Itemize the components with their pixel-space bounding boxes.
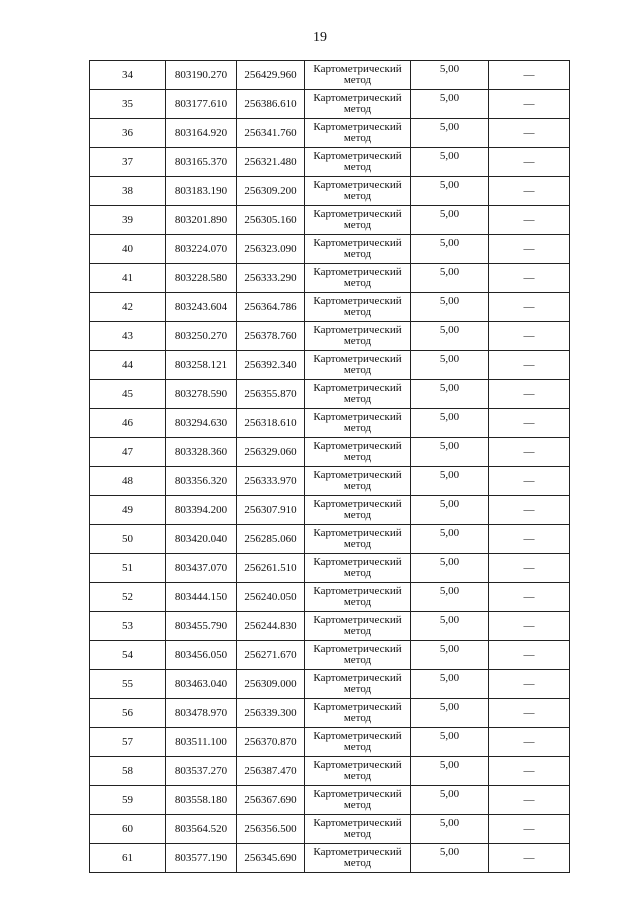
- method-line-1: Картометрический: [313, 92, 402, 104]
- method-line-1: Картометрический: [313, 556, 402, 568]
- note-cell: —: [489, 235, 570, 264]
- x-coordinate-cell: 803224.070: [166, 235, 237, 264]
- note-cell: —: [489, 467, 570, 496]
- method-cell: [305, 293, 411, 322]
- table-row: [90, 670, 570, 699]
- accuracy-cell: 5,00: [411, 786, 489, 815]
- note-cell: —: [489, 815, 570, 844]
- method-line-1: Картометрический: [313, 295, 402, 307]
- method-cell: [305, 90, 411, 119]
- x-coordinate-cell: 803577.190: [166, 844, 237, 873]
- method-cell: [305, 583, 411, 612]
- y-coordinate-cell: 256261.510: [237, 554, 305, 583]
- table-row: [90, 554, 570, 583]
- accuracy-cell: 5,00: [411, 61, 489, 90]
- point-number-cell: 47: [90, 438, 166, 467]
- method-line-1: Картометрический: [313, 237, 402, 249]
- x-coordinate-cell: 803243.604: [166, 293, 237, 322]
- method-line-2: метод: [343, 248, 372, 260]
- method-line-2: метод: [343, 480, 372, 492]
- method-cell: [305, 612, 411, 641]
- accuracy-cell: 5,00: [411, 496, 489, 525]
- x-coordinate-cell: 803455.790: [166, 612, 237, 641]
- x-coordinate-cell: 803558.180: [166, 786, 237, 815]
- accuracy-cell: 5,00: [411, 409, 489, 438]
- method-line-2: метод: [343, 74, 372, 86]
- y-coordinate-cell: 256341.760: [237, 119, 305, 148]
- note-cell: —: [489, 119, 570, 148]
- table-row: [90, 61, 570, 90]
- x-coordinate-cell: 803250.270: [166, 322, 237, 351]
- point-number-cell: 37: [90, 148, 166, 177]
- point-number-cell: 61: [90, 844, 166, 873]
- method-cell: [305, 264, 411, 293]
- accuracy-cell: 5,00: [411, 467, 489, 496]
- point-number-cell: 53: [90, 612, 166, 641]
- method-line-2: метод: [343, 103, 372, 115]
- x-coordinate-cell: 803564.520: [166, 815, 237, 844]
- method-cell: [305, 380, 411, 409]
- accuracy-cell: 5,00: [411, 612, 489, 641]
- y-coordinate-cell: 256240.050: [237, 583, 305, 612]
- y-coordinate-cell: 256345.690: [237, 844, 305, 873]
- point-number-cell: 54: [90, 641, 166, 670]
- note-cell: —: [489, 351, 570, 380]
- method-cell: [305, 699, 411, 728]
- x-coordinate-cell: 803294.630: [166, 409, 237, 438]
- method-line-1: Картометрический: [313, 150, 402, 162]
- note-cell: —: [489, 554, 570, 583]
- point-number-cell: 59: [90, 786, 166, 815]
- table-row: [90, 844, 570, 873]
- method-line-2: метод: [343, 451, 372, 463]
- method-line-1: Картометрический: [313, 469, 402, 481]
- method-line-2: метод: [343, 712, 372, 724]
- method-line-1: Картометрический: [313, 672, 402, 684]
- method-line-1: Картометрический: [313, 527, 402, 539]
- method-line-2: метод: [343, 538, 372, 550]
- y-coordinate-cell: 256309.000: [237, 670, 305, 699]
- method-line-1: Картометрический: [313, 788, 402, 800]
- method-line-1: Картометрический: [313, 324, 402, 336]
- method-line-2: метод: [343, 799, 372, 811]
- x-coordinate-cell: 803177.610: [166, 90, 237, 119]
- note-cell: —: [489, 583, 570, 612]
- x-coordinate-cell: 803228.580: [166, 264, 237, 293]
- method-line-1: Картометрический: [313, 266, 402, 278]
- y-coordinate-cell: 256370.870: [237, 728, 305, 757]
- point-number-cell: 52: [90, 583, 166, 612]
- method-cell: [305, 119, 411, 148]
- accuracy-cell: 5,00: [411, 380, 489, 409]
- x-coordinate-cell: 803328.360: [166, 438, 237, 467]
- accuracy-cell: 5,00: [411, 438, 489, 467]
- table-row: [90, 786, 570, 815]
- method-line-1: Картометрический: [313, 382, 402, 394]
- method-line-1: Картометрический: [313, 440, 402, 452]
- table-row: [90, 235, 570, 264]
- x-coordinate-cell: 803164.920: [166, 119, 237, 148]
- x-coordinate-cell: 803478.970: [166, 699, 237, 728]
- accuracy-cell: 5,00: [411, 670, 489, 699]
- x-coordinate-cell: 803437.070: [166, 554, 237, 583]
- note-cell: —: [489, 670, 570, 699]
- accuracy-cell: 5,00: [411, 844, 489, 873]
- point-number-cell: 49: [90, 496, 166, 525]
- point-number-cell: 44: [90, 351, 166, 380]
- point-number-cell: 36: [90, 119, 166, 148]
- note-cell: —: [489, 206, 570, 235]
- point-number-cell: 58: [90, 757, 166, 786]
- point-number-cell: 55: [90, 670, 166, 699]
- point-number-cell: 40: [90, 235, 166, 264]
- accuracy-cell: 5,00: [411, 264, 489, 293]
- point-number-cell: 57: [90, 728, 166, 757]
- accuracy-cell: 5,00: [411, 148, 489, 177]
- point-number-cell: 35: [90, 90, 166, 119]
- method-cell: [305, 467, 411, 496]
- note-cell: —: [489, 438, 570, 467]
- y-coordinate-cell: 256321.480: [237, 148, 305, 177]
- table-row: [90, 380, 570, 409]
- method-line-2: метод: [343, 625, 372, 637]
- table-row: [90, 757, 570, 786]
- point-number-cell: 45: [90, 380, 166, 409]
- note-cell: —: [489, 90, 570, 119]
- method-line-2: метод: [343, 277, 372, 289]
- x-coordinate-cell: 803444.150: [166, 583, 237, 612]
- note-cell: —: [489, 380, 570, 409]
- y-coordinate-cell: 256429.960: [237, 61, 305, 90]
- table-row: [90, 264, 570, 293]
- note-cell: —: [489, 264, 570, 293]
- note-cell: —: [489, 786, 570, 815]
- y-coordinate-cell: 256285.060: [237, 525, 305, 554]
- method-line-1: Картометрический: [313, 817, 402, 829]
- note-cell: —: [489, 612, 570, 641]
- method-cell: [305, 438, 411, 467]
- note-cell: —: [489, 409, 570, 438]
- table-row: [90, 438, 570, 467]
- x-coordinate-cell: 803511.100: [166, 728, 237, 757]
- accuracy-cell: 5,00: [411, 293, 489, 322]
- x-coordinate-cell: 803456.050: [166, 641, 237, 670]
- note-cell: —: [489, 699, 570, 728]
- method-line-1: Картометрический: [313, 179, 402, 191]
- table-row: [90, 583, 570, 612]
- note-cell: —: [489, 322, 570, 351]
- table-row: [90, 293, 570, 322]
- table-row: [90, 525, 570, 554]
- y-coordinate-cell: 256386.610: [237, 90, 305, 119]
- point-number-cell: 56: [90, 699, 166, 728]
- method-line-1: Картометрический: [313, 63, 402, 75]
- x-coordinate-cell: 803165.370: [166, 148, 237, 177]
- method-line-2: метод: [343, 741, 372, 753]
- x-coordinate-cell: 803420.040: [166, 525, 237, 554]
- accuracy-cell: 5,00: [411, 641, 489, 670]
- y-coordinate-cell: 256323.090: [237, 235, 305, 264]
- accuracy-cell: 5,00: [411, 699, 489, 728]
- method-cell: [305, 235, 411, 264]
- y-coordinate-cell: 256364.786: [237, 293, 305, 322]
- method-line-1: Картометрический: [313, 411, 402, 423]
- point-number-cell: 42: [90, 293, 166, 322]
- point-number-cell: 38: [90, 177, 166, 206]
- method-cell: [305, 409, 411, 438]
- point-number-cell: 51: [90, 554, 166, 583]
- table-row: [90, 641, 570, 670]
- point-number-cell: 50: [90, 525, 166, 554]
- accuracy-cell: 5,00: [411, 206, 489, 235]
- x-coordinate-cell: 803394.200: [166, 496, 237, 525]
- accuracy-cell: 5,00: [411, 525, 489, 554]
- method-line-2: метод: [343, 132, 372, 144]
- point-number-cell: 41: [90, 264, 166, 293]
- x-coordinate-cell: 803258.121: [166, 351, 237, 380]
- method-line-1: Картометрический: [313, 208, 402, 220]
- method-line-2: метод: [343, 364, 372, 376]
- method-cell: [305, 641, 411, 670]
- table-row: [90, 728, 570, 757]
- x-coordinate-cell: 803190.270: [166, 61, 237, 90]
- method-cell: [305, 670, 411, 699]
- accuracy-cell: 5,00: [411, 119, 489, 148]
- method-cell: [305, 525, 411, 554]
- method-line-2: метод: [343, 770, 372, 782]
- accuracy-cell: 5,00: [411, 90, 489, 119]
- method-line-1: Картометрический: [313, 701, 402, 713]
- table-row: [90, 351, 570, 380]
- method-line-2: метод: [343, 422, 372, 434]
- method-line-1: Картометрический: [313, 585, 402, 597]
- accuracy-cell: 5,00: [411, 583, 489, 612]
- method-line-2: метод: [343, 683, 372, 695]
- method-line-2: метод: [343, 190, 372, 202]
- accuracy-cell: 5,00: [411, 177, 489, 206]
- accuracy-cell: 5,00: [411, 728, 489, 757]
- method-cell: [305, 496, 411, 525]
- table-row: [90, 177, 570, 206]
- table-row: [90, 409, 570, 438]
- y-coordinate-cell: 256309.200: [237, 177, 305, 206]
- y-coordinate-cell: 256356.500: [237, 815, 305, 844]
- point-number-cell: 60: [90, 815, 166, 844]
- y-coordinate-cell: 256318.610: [237, 409, 305, 438]
- method-line-2: метод: [343, 567, 372, 579]
- method-line-2: метод: [343, 596, 372, 608]
- point-number-cell: 48: [90, 467, 166, 496]
- method-cell: [305, 351, 411, 380]
- method-line-1: Картометрический: [313, 730, 402, 742]
- note-cell: —: [489, 728, 570, 757]
- y-coordinate-cell: 256367.690: [237, 786, 305, 815]
- method-line-1: Картометрический: [313, 121, 402, 133]
- page-number: 19: [313, 30, 327, 45]
- table-row: [90, 612, 570, 641]
- accuracy-cell: 5,00: [411, 757, 489, 786]
- y-coordinate-cell: 256378.760: [237, 322, 305, 351]
- method-cell: [305, 728, 411, 757]
- method-cell: [305, 177, 411, 206]
- method-line-2: метод: [343, 335, 372, 347]
- method-line-1: Картометрический: [313, 498, 402, 510]
- note-cell: —: [489, 496, 570, 525]
- point-number-cell: 43: [90, 322, 166, 351]
- table-row: [90, 206, 570, 235]
- note-cell: —: [489, 61, 570, 90]
- x-coordinate-cell: 803183.190: [166, 177, 237, 206]
- table-row: [90, 119, 570, 148]
- method-cell: [305, 148, 411, 177]
- y-coordinate-cell: 256307.910: [237, 496, 305, 525]
- method-line-1: Картометрический: [313, 846, 402, 858]
- x-coordinate-cell: 803356.320: [166, 467, 237, 496]
- y-coordinate-cell: 256329.060: [237, 438, 305, 467]
- y-coordinate-cell: 256355.870: [237, 380, 305, 409]
- table-row: [90, 90, 570, 119]
- note-cell: —: [489, 844, 570, 873]
- method-line-1: Картометрический: [313, 353, 402, 365]
- accuracy-cell: 5,00: [411, 235, 489, 264]
- y-coordinate-cell: 256339.300: [237, 699, 305, 728]
- method-cell: [305, 757, 411, 786]
- table-row: [90, 148, 570, 177]
- x-coordinate-cell: 803201.890: [166, 206, 237, 235]
- table-row: [90, 496, 570, 525]
- method-line-1: Картометрический: [313, 614, 402, 626]
- y-coordinate-cell: 256387.470: [237, 757, 305, 786]
- note-cell: —: [489, 757, 570, 786]
- method-line-2: метод: [343, 306, 372, 318]
- coordinates-table: [89, 60, 570, 873]
- point-number-cell: 34: [90, 61, 166, 90]
- y-coordinate-cell: 256392.340: [237, 351, 305, 380]
- method-line-2: метод: [343, 161, 372, 173]
- method-cell: [305, 786, 411, 815]
- method-cell: [305, 61, 411, 90]
- y-coordinate-cell: 256244.830: [237, 612, 305, 641]
- note-cell: —: [489, 525, 570, 554]
- method-line-2: метод: [343, 857, 372, 869]
- table-row: [90, 322, 570, 351]
- y-coordinate-cell: 256271.670: [237, 641, 305, 670]
- table-row: [90, 467, 570, 496]
- method-line-2: метод: [343, 393, 372, 405]
- method-cell: [305, 554, 411, 583]
- y-coordinate-cell: 256305.160: [237, 206, 305, 235]
- accuracy-cell: 5,00: [411, 322, 489, 351]
- note-cell: —: [489, 293, 570, 322]
- x-coordinate-cell: 803463.040: [166, 670, 237, 699]
- y-coordinate-cell: 256333.970: [237, 467, 305, 496]
- table-row: [90, 815, 570, 844]
- method-line-2: метод: [343, 828, 372, 840]
- coordinates-table-body: [90, 61, 570, 873]
- accuracy-cell: 5,00: [411, 351, 489, 380]
- method-line-1: Картометрический: [313, 759, 402, 771]
- note-cell: —: [489, 148, 570, 177]
- accuracy-cell: 5,00: [411, 815, 489, 844]
- method-line-2: метод: [343, 654, 372, 666]
- method-cell: [305, 206, 411, 235]
- method-line-2: метод: [343, 219, 372, 231]
- method-line-2: метод: [343, 509, 372, 521]
- method-cell: [305, 322, 411, 351]
- point-number-cell: 46: [90, 409, 166, 438]
- table-row: [90, 699, 570, 728]
- y-coordinate-cell: 256333.290: [237, 264, 305, 293]
- accuracy-cell: 5,00: [411, 554, 489, 583]
- x-coordinate-cell: 803278.590: [166, 380, 237, 409]
- method-cell: [305, 815, 411, 844]
- note-cell: —: [489, 641, 570, 670]
- x-coordinate-cell: 803537.270: [166, 757, 237, 786]
- note-cell: —: [489, 177, 570, 206]
- method-cell: [305, 844, 411, 873]
- method-line-1: Картометрический: [313, 643, 402, 655]
- point-number-cell: 39: [90, 206, 166, 235]
